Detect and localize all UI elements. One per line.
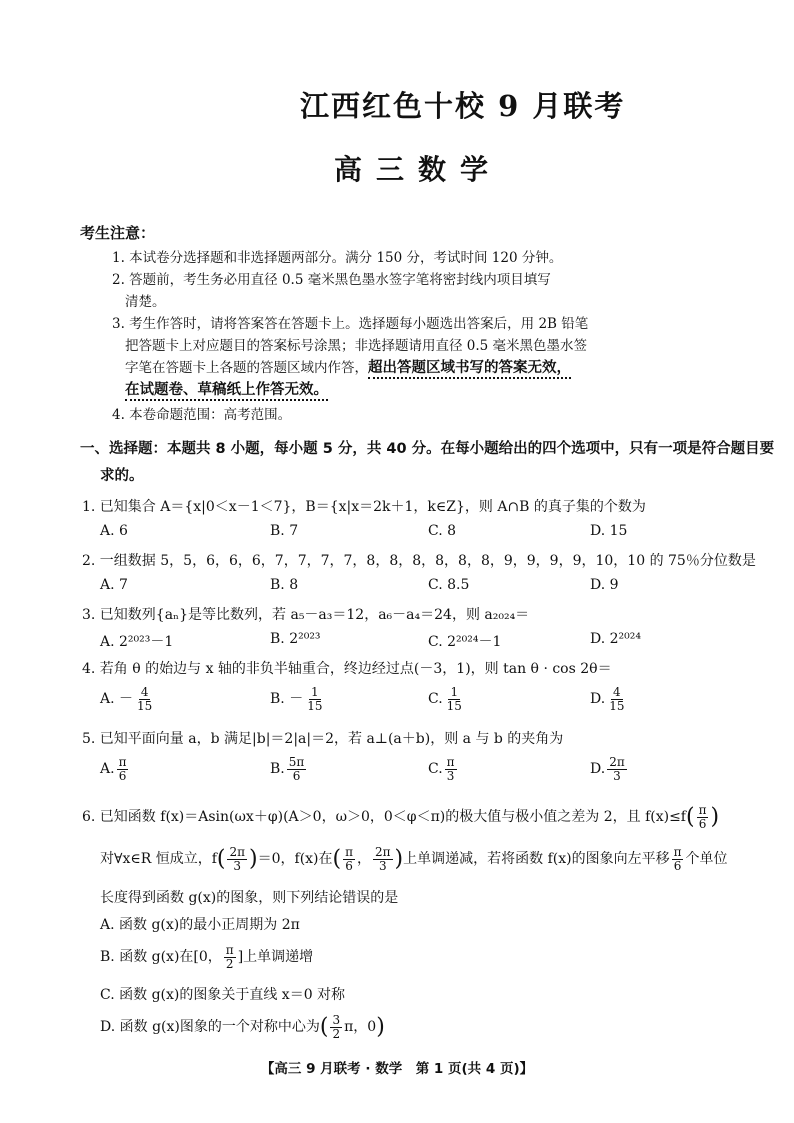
option-text: B. 函数 g(x)在[0，	[100, 949, 222, 966]
question-2-option-d: D. 9	[590, 577, 619, 593]
option-label: A.	[100, 761, 115, 778]
fraction: $\frac{\pi}{6}$	[698, 803, 707, 831]
fraction: $\frac{\pi}{2}$	[225, 943, 234, 971]
question-5-option-c	[428, 756, 459, 782]
question-1-option-c: C. 8	[428, 523, 457, 539]
notice-item-1: 1. 本试卷分选择题和非选择题两部分。满分 150 分，考试时间 120 分钟。	[112, 250, 563, 266]
question-1-option-b: B. 7	[270, 523, 299, 539]
fraction: $\frac{\pi}{6}$	[345, 845, 354, 873]
fraction: $\frac{2\pi}{3}$	[609, 755, 625, 783]
question-6-stem-line-2: 对∀x∈R 恒成立，f( $\frac{2\pi}{3}$ )＝0，f(x)在( $\frac{\pi}{6}$ ， $\frac{2\pi}{3}$ )上单调递减，若将函数 f(x)的图象向左平移 $\frac{\pi}{6}$ 个单位	[100, 845, 728, 873]
fraction: $\frac{4}{15}$	[609, 685, 625, 713]
fraction: $\frac{2\pi}{3}$	[375, 845, 391, 873]
question-3-option-b: B. 2²⁰²³	[270, 631, 321, 647]
option-label: C.	[428, 761, 443, 778]
question-4-option-c	[428, 686, 466, 712]
section-1-heading: 一、选择题：本题共 8 小题，每小题 5 分，共 40 分。在每小题给出的四个选项中，只有一项是符合题目要	[80, 441, 775, 457]
question-2-stem: 2. 一组数据 5，5，6，6，6，7，7，7，7，8，8，8，8，8，8，9，9，9，9，10，10 的 75％分位数是	[82, 553, 756, 569]
exam-title: 江西红色十校 9 月联考	[300, 89, 626, 123]
question-5-option-d	[590, 756, 629, 782]
question-1-option-a: A. 6	[100, 523, 128, 539]
option-label: C.	[428, 691, 443, 708]
question-4-option-a	[100, 686, 156, 712]
question-5-option-b	[270, 756, 308, 782]
question-6-text-b: ＝0，f(x)在	[257, 851, 333, 868]
fraction: $\frac{\pi}{6}$	[118, 755, 127, 783]
fraction: $\frac{\pi}{3}$	[446, 755, 455, 783]
notice-item-3-cont1: 把答题卡上对应题目的答案标号涂黑；非选择题请用直径 0.5 毫米黑色墨水签	[125, 338, 588, 354]
page-footer: 【高三 9 月联考 · 数学 第 1 页(共 4 页)】	[260, 1061, 534, 1077]
question-3-stem: 3. 已知数列{aₙ}是等比数列，若 a₅－a₃＝12，a₆－a₄＝24，则 a₂₀₂₄＝	[82, 607, 530, 623]
question-4-option-b	[270, 686, 326, 712]
notice-item-3-cont2	[125, 356, 571, 377]
option-text: D. 函数 g(x)图象的一个对称中心为	[100, 1019, 320, 1036]
question-6-option-d: D. 函数 g(x)图象的一个对称中心为( $\frac{3}{2}$ π，0)	[100, 1013, 385, 1041]
notice-emphasis-1: 超出答题区域书写的答案无效，	[368, 360, 571, 379]
notice-item-2: 2. 答题前，考生务必用直径 0.5 毫米黑色墨水签字笔将密封线内项目填写	[112, 272, 551, 288]
fraction: $\frac{5\pi}{6}$	[288, 755, 305, 783]
option-label: B. －	[270, 691, 304, 708]
section-1-heading-cont: 求的。	[100, 468, 144, 484]
question-6-stem-line-3: 长度得到函数 g(x)的图象，则下列结论错误的是	[100, 890, 399, 906]
question-6-stem-text: 6. 已知函数 f(x)＝Asin(ωx＋φ)(A＞0，ω＞0，0＜φ＜π)的极大值与极小值之差为 2，且 f(x)≤f	[82, 809, 686, 826]
question-1-option-d: D. 15	[590, 523, 628, 539]
notice-item-3: 3. 考生作答时，请将答案答在答题卡上。选择题每小题选出答案后，用 2B 铅笔	[112, 316, 589, 332]
question-4-stem: 4. 若角 θ 的始边与 x 轴的非负半轴重合，终边经过点(－3，1)，则 tan θ · cos 2θ＝	[82, 661, 612, 677]
fraction: $\frac{4}{15}$	[137, 685, 153, 713]
notice-item-3-cont3	[125, 378, 328, 399]
question-3-option-a: A. 2²⁰²³－1	[100, 634, 174, 650]
question-6-option-b	[100, 944, 313, 970]
question-1-stem: 1. 已知集合 A＝{x|0＜x－1＜7}，B＝{x|x＝2k＋1，k∈Z}，则 A∩B 的真子集的个数为	[82, 499, 646, 515]
subject-title: 高三数学	[334, 153, 503, 186]
option-label: D.	[590, 761, 606, 778]
question-6-text-c: 上单调递减，若将函数 f(x)的图象向左平移	[403, 851, 670, 868]
question-2-option-b: B. 8	[270, 577, 299, 593]
question-5-option-a	[100, 756, 130, 782]
question-4-option-d	[590, 686, 628, 712]
question-6-text-a: 对∀x∈R 恒成立，f	[100, 851, 217, 868]
question-3-option-c: C. 2²⁰²⁴－1	[428, 634, 502, 650]
question-3-option-d: D. 2²⁰²⁴	[590, 631, 641, 647]
notice-item-2-cont: 清楚。	[125, 294, 166, 310]
option-text: ]上单调递增	[237, 949, 314, 966]
fraction: $\frac{3}{2}$	[332, 1013, 341, 1041]
question-6-stem-line-1: 6. 已知函数 f(x)＝Asin(ωx＋φ)(A＞0，ω＞0，0＜φ＜π)的极大值与极小值之差为 2，且 f(x)≤f( $\frac{\pi}{6}$ )	[82, 803, 720, 831]
notice-heading: 考生注意：	[80, 224, 156, 242]
question-5-stem: 5. 已知平面向量 a，b 满足|b|＝2|a|＝2，若 a⊥(a＋b)，则 a 与 b 的夹角为	[82, 731, 564, 747]
notice-emphasis-2: 在试题卷、草稿纸上作答无效。	[125, 382, 328, 401]
option-label: A. －	[100, 691, 134, 708]
question-6-option-a: A. 函数 g(x)的最小正周期为 2π	[100, 917, 300, 933]
option-label: B.	[270, 761, 285, 778]
fraction: $\frac{1}{15}$	[446, 685, 462, 713]
option-label: D.	[590, 691, 606, 708]
fraction: $\frac{1}{15}$	[307, 685, 323, 713]
notice-item-3-plain: 字笔在答题卡上各题的答题区域内作答，	[125, 360, 368, 376]
question-6-option-c: C. 函数 g(x)的图象关于直线 x＝0 对称	[100, 987, 346, 1003]
option-text: π，0	[344, 1019, 377, 1036]
question-2-option-c: C. 8.5	[428, 577, 470, 593]
fraction: $\frac{\pi}{6}$	[673, 845, 682, 873]
question-6-text-d: 个单位	[685, 851, 728, 868]
notice-item-4: 4. 本卷命题范围：高考范围。	[112, 407, 292, 423]
fraction: $\frac{2\pi}{3}$	[229, 845, 246, 873]
question-2-option-a: A. 7	[100, 577, 128, 593]
